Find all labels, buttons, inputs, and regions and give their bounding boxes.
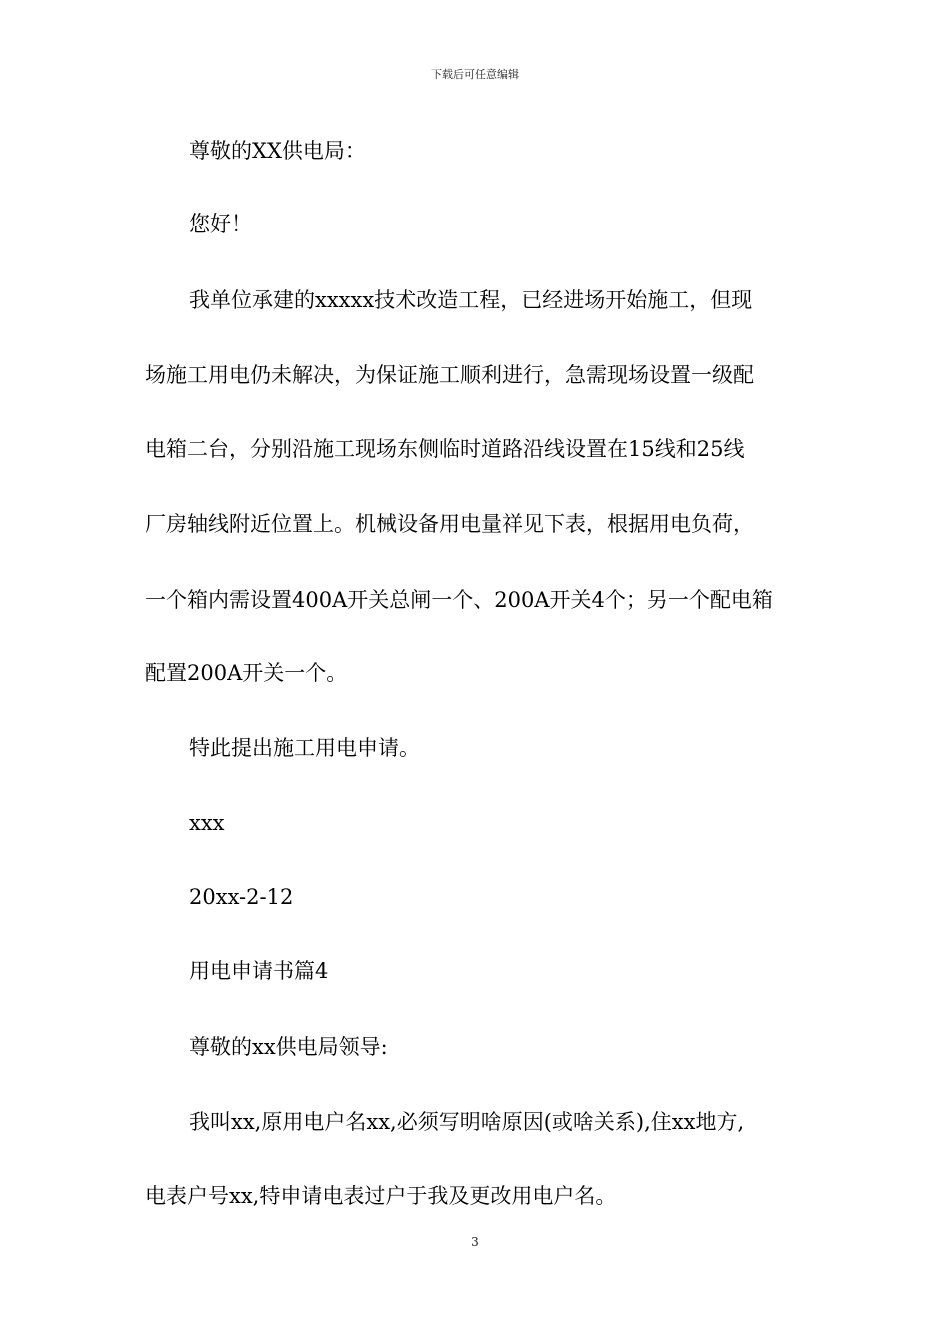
paragraph-line: 配置200A开关一个。 xyxy=(145,661,348,685)
paragraph-line: 一个箱内需设置400A开关总闸一个、200A开关4个；另一个配电箱 xyxy=(145,588,773,612)
closing-line: 特此提出施工用电申请。 xyxy=(189,736,420,760)
paragraph-line: 电箱二台，分别沿施工现场东侧临时道路沿线设置在15线和25线 xyxy=(145,437,745,461)
paragraph-line: 我单位承建的xxxxx技术改造工程，已经进场开始施工，但现 xyxy=(189,288,753,312)
greeting: 您好！ xyxy=(189,212,252,236)
paragraph-line: 场施工用电仍未解决，为保证施工顺利进行，急需现场设置一级配 xyxy=(145,363,754,387)
section-title: 用电申请书篇4 xyxy=(189,959,329,983)
paragraph-line: 厂房轴线附近位置上。机械设备用电量祥见下表，根据用电负荷， xyxy=(145,512,754,536)
salutation: 尊敬的XX供电局： xyxy=(189,139,366,163)
paragraph-line: 电表户号xx,特申请电表过户于我及更改用电户名。 xyxy=(145,1184,617,1208)
page-header: 下载后可任意编辑 xyxy=(431,68,519,81)
date: 20xx-2-12 xyxy=(189,885,294,909)
salutation: 尊敬的xx供电局领导: xyxy=(189,1035,388,1059)
paragraph-line: 我叫xx,原用电户名xx,必须写明啥原因(或啥关系),住xx地方, xyxy=(189,1110,745,1134)
signature: xxx xyxy=(189,811,225,835)
page-number: 3 xyxy=(471,1235,479,1249)
